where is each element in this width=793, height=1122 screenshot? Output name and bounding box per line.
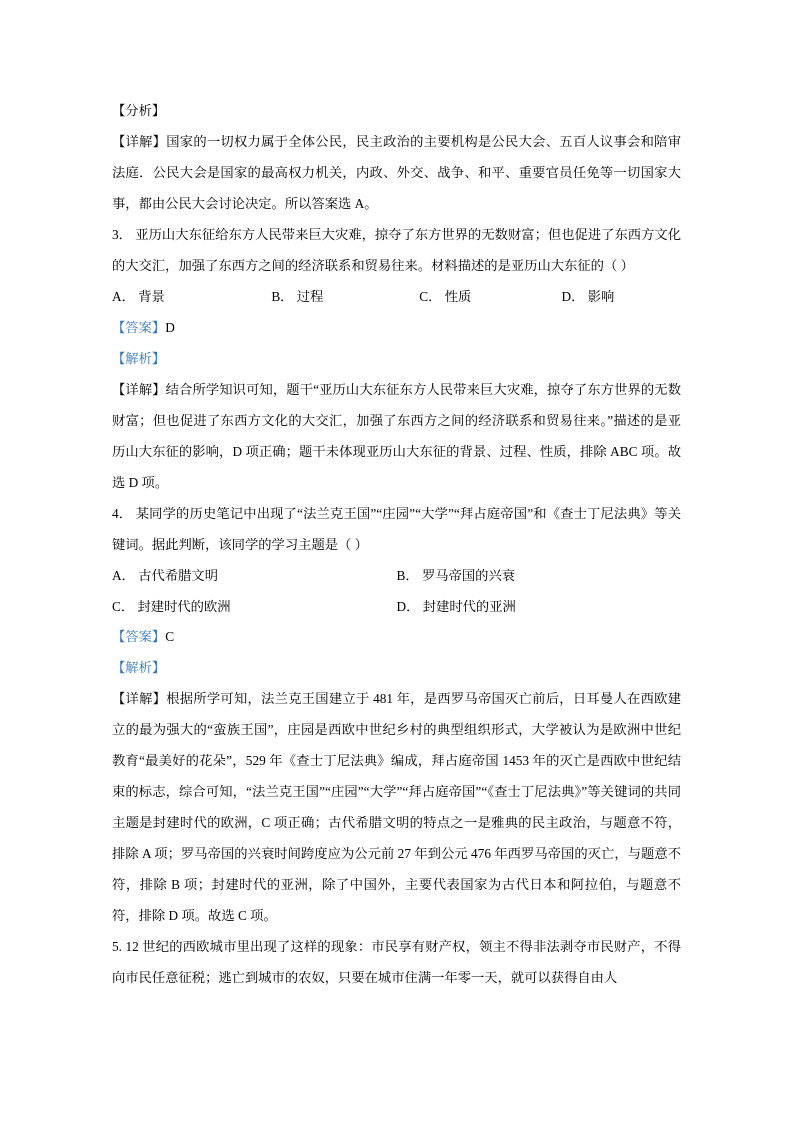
question-3-options-b[interactable]: B． 过程 <box>271 288 324 304</box>
question-3-answer-value: D <box>165 319 175 335</box>
question-4-options-row2 <box>112 592 681 623</box>
question-4-stem: 4． 某同学的历史笔记中出现了“法兰克王国”“庄园”“大学”“拜占庭帝国”和《查士丁尼法典》等关键词。据此判断，该同学的学习主题是（ ） <box>112 505 681 552</box>
question-5-stem: 5. 12 世纪的西欧城市里出现了这样的现象：市民享有财产权，领主不得非法剥夺市民财产，不得向市民任意征税；逃亡到城市的农奴，只要在城市住满一年零一天，就可以获得自由人 <box>112 939 681 986</box>
question-3-answer-label: 【答案】 <box>112 319 166 335</box>
question-3-options-a[interactable]: A． 背景 <box>112 288 165 304</box>
question-4-explain-label: 【解析】 <box>112 660 166 676</box>
question-4-answer <box>112 622 681 653</box>
question-3-explain-label: 【解析】 <box>112 350 166 366</box>
question-3-options <box>112 282 681 313</box>
question-4-options-row1 <box>112 561 681 592</box>
question-4-options-row2-left[interactable]: C． 封建时代的欧洲 <box>112 598 231 614</box>
document-body <box>112 96 681 994</box>
question-3-explain-body: 【详解】结合所学知识可知，题干“亚历山大东征东方人民带来巨大灾难，掠夺了东方世界的无数财富；但也促进了东西方文化的大交汇，加强了东西方之间的经济联系和贸易往来。”描述的是亚历山大东征的影响，D 项正确；题干未体现亚历山大东征的背景、过程、性质，排除 ABC 项。故选 D 项。 <box>112 381 681 490</box>
question-4-options-row2-right[interactable]: D． 封建时代的亚洲 <box>396 598 516 614</box>
question-4-answer-label: 【答案】 <box>112 629 166 645</box>
question-4-answer-value: C <box>165 629 175 645</box>
question-3-options-c[interactable]: C． 性质 <box>419 288 472 304</box>
question-3-answer <box>112 313 681 344</box>
question-3-stem: 3． 亚历山大东征给东方人民带来巨大灾难，掠夺了东方世界的无数财富；但也促进了东西方文化的大交汇，加强了东西方之间的经济联系和贸易往来。材料描述的是亚历山大东征的（ ） <box>112 226 681 273</box>
detail-para-1: 【详解】国家的一切权力属于全体公民，民主政治的主要机构是公民大会、五百人议事会和陪审法庭．公民大会是国家的最高权力机关，内政、外交、战争、和平、重要官员任免等一切国家大事，都由公民大会讨论决定。所以答案选 A。 <box>112 133 681 211</box>
analysis-label-1: 【分析】 <box>112 103 166 118</box>
question-4-options-row1-left[interactable]: A． 古代希腊文明 <box>112 567 219 583</box>
question-3-options-d[interactable]: D． 影响 <box>561 288 615 304</box>
question-4-explain-body: 【详解】根据所学可知，法兰克王国建立于 481 年，是西罗马帝国灭亡前后，日耳曼人在西欧建立的最为强大的“蛮族王国”，庄园是西欧中世纪乡村的典型组织形式，大学被认为是欧洲中世纪教育“最美好的花朵”，529 年《查士丁尼法典》编成，拜占庭帝国 1453 年的灭亡是西欧中世纪结束的标志，综合可知，“法兰克王国”“庄园”“大学”“拜占庭帝国”“《查士丁尼法典》”等关键词的共同主题是封建时代的欧洲，C 项正确；古代希腊文明的特点之一是雅典的民主政治，与题意不符，排除 A 项；罗马帝国的兴衰时间跨度应为公元前 27 年到公元 476 年西罗马帝国的灭亡，与题意不符，排除 B 项；封建时代的亚洲，除了中国外，主要代表国家为古代日本和阿拉伯，与题意不符，排除 D 项。故选 C 项。 <box>112 691 681 924</box>
question-4-options-row1-right[interactable]: B． 罗马帝国的兴衰 <box>396 567 516 583</box>
